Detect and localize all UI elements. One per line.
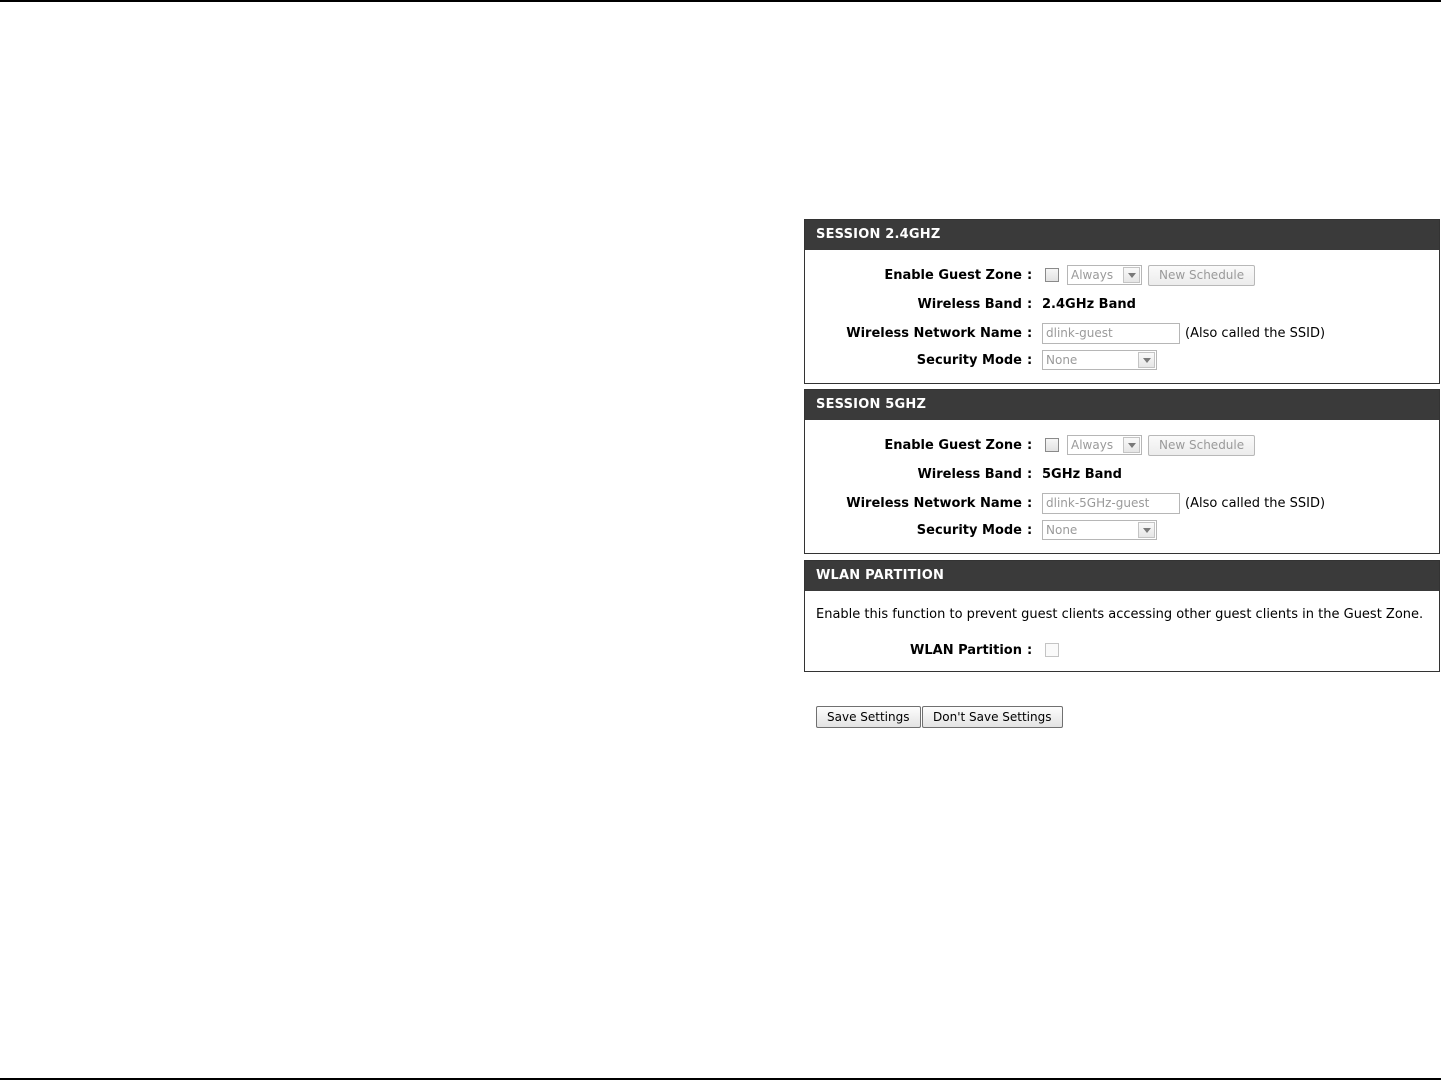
separator: :: [1027, 352, 1033, 368]
ssid-note: (Also called the SSID): [1185, 495, 1326, 511]
new-schedule-button[interactable]: New Schedule: [1148, 435, 1255, 456]
ssid-label: Wireless Network Name: [846, 325, 1022, 341]
ssid-input[interactable]: dlink-5GHz-guest: [1042, 493, 1180, 514]
wlan-partition-description: Enable this function to prevent guest clients accessing other guest clients in the Guest Zone.: [816, 607, 1424, 622]
separator: :: [1027, 267, 1033, 283]
security-mode-row: [805, 348, 1439, 372]
guest-zone-controls: [1042, 435, 1255, 456]
schedule-select[interactable]: [1067, 435, 1142, 455]
separator: :: [1027, 495, 1033, 511]
session-5ghz-title: SESSION 5GHZ: [805, 390, 1439, 420]
wireless-band-row: [805, 462, 1439, 486]
wlan-partition-title: WLAN PARTITION: [805, 561, 1439, 591]
top-rule: [0, 0, 1441, 2]
security-mode-value: None: [1046, 353, 1078, 367]
separator: :: [1027, 325, 1033, 341]
schedule-select[interactable]: [1067, 265, 1142, 285]
enable-guest-zone-checkbox[interactable]: [1045, 268, 1059, 282]
chevron-down-icon[interactable]: [1123, 267, 1140, 283]
ssid-note: (Also called the SSID): [1185, 325, 1326, 341]
ssid-row: [805, 491, 1439, 515]
wlan-partition-panel: [804, 560, 1440, 672]
bottom-rule: [0, 1078, 1441, 1080]
guest-zone-label: Enable Guest Zone: [884, 267, 1022, 283]
separator: :: [1027, 296, 1033, 312]
separator: :: [1027, 466, 1033, 482]
chevron-down-icon[interactable]: [1123, 437, 1140, 453]
schedule-select-value: Always: [1071, 268, 1114, 282]
security-mode-select[interactable]: [1042, 520, 1157, 540]
security-mode-row: [805, 518, 1439, 542]
guest-zone-row: [805, 433, 1439, 457]
chevron-down-icon[interactable]: [1138, 522, 1155, 538]
wireless-band-label: Wireless Band: [917, 296, 1022, 312]
session-24ghz-panel: [804, 219, 1440, 384]
guest-zone-label: Enable Guest Zone: [884, 437, 1022, 453]
security-mode-controls: [1042, 520, 1157, 540]
ssid-row: [805, 321, 1439, 345]
wlan-partition-controls: [1042, 643, 1067, 657]
security-mode-controls: [1042, 350, 1157, 370]
ssid-label: Wireless Network Name: [846, 495, 1022, 511]
wlan-partition-checkbox[interactable]: [1045, 643, 1059, 657]
ssid-controls: [1042, 323, 1325, 344]
schedule-select-value: Always: [1071, 438, 1114, 452]
security-mode-label: Security Mode: [916, 352, 1022, 368]
chevron-down-icon[interactable]: [1138, 352, 1155, 368]
ssid-controls: [1042, 493, 1325, 514]
session-24ghz-title: SESSION 2.4GHZ: [805, 220, 1439, 250]
wlan-partition-label: WLAN Partition: [910, 642, 1022, 658]
save-settings-button[interactable]: Save Settings: [816, 706, 921, 728]
separator: :: [1027, 437, 1033, 453]
guest-zone-controls: [1042, 265, 1255, 286]
security-mode-select[interactable]: [1042, 350, 1157, 370]
wireless-band-row: [805, 292, 1439, 316]
dont-save-settings-button[interactable]: Don't Save Settings: [922, 706, 1063, 728]
guest-zone-row: [805, 263, 1439, 287]
wireless-band-value: 5GHz Band: [1042, 466, 1122, 482]
enable-guest-zone-checkbox[interactable]: [1045, 438, 1059, 452]
separator: :: [1027, 522, 1033, 538]
wlan-partition-row: [805, 638, 1439, 662]
security-mode-label: Security Mode: [916, 522, 1022, 538]
wireless-band-label: Wireless Band: [917, 466, 1022, 482]
new-schedule-button[interactable]: New Schedule: [1148, 265, 1255, 286]
security-mode-value: None: [1046, 523, 1078, 537]
ssid-input[interactable]: dlink-guest: [1042, 323, 1180, 344]
wireless-band-value: 2.4GHz Band: [1042, 296, 1136, 312]
session-5ghz-panel: [804, 389, 1440, 554]
separator: :: [1027, 642, 1033, 658]
